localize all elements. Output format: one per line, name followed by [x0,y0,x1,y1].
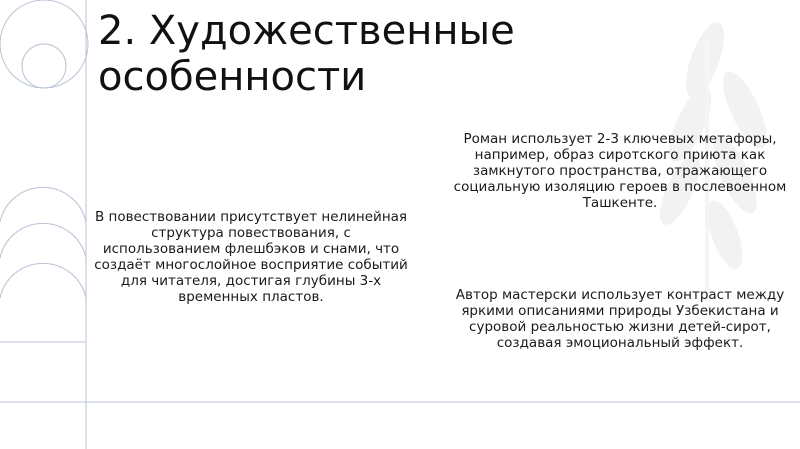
title-line-2: особенности [98,54,367,100]
left-text-block: В повествовании присутствует нелинейная структура повествования, с использованием флешбэков и снами, что создаёт многослойное восприятие событий для читателя, достигая глубины 3-х временных пластов. [94,209,408,305]
right-bottom-text-block: Автор мастерски использует контраст между яркими описаниями природы Узбекистана и суровой реальностью жизни детей-сирот, создавая эмоциональный эффект. [455,287,785,351]
title-line-1: 2. Художественные [98,8,515,54]
slide-title [98,8,515,100]
right-top-text-block: Роман использует 2-3 ключевых метафоры, например, образ сиротского приюта как замкнутого пространства, отражающего социальную изоляцию героев в послевоенном Ташкенте. [453,131,787,211]
